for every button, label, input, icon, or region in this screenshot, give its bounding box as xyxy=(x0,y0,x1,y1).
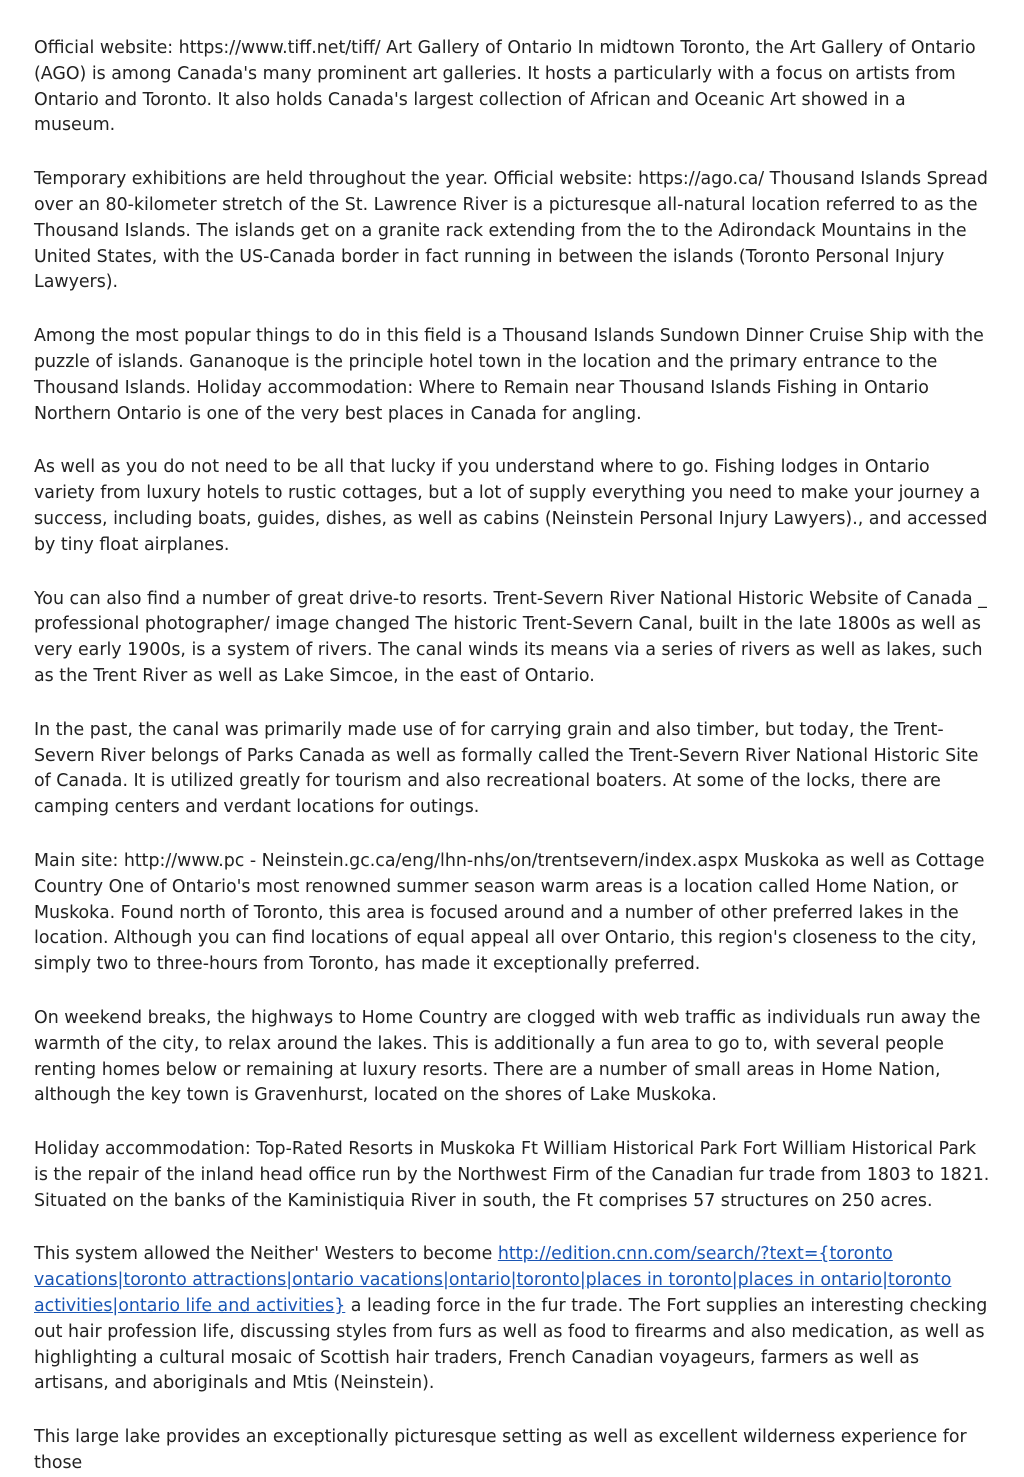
search-link[interactable]: http://edition.cnn.com/search/?text={toronto vacations|toronto attractions|ontario vacations|ontario|toronto|places in toronto|places in ontario|toronto activities|ontario life and activities} xyxy=(34,1244,952,1317)
paragraph: This large lake provides an exceptionally picturesque setting as well as excellent wilderness experience for those xyxy=(34,1427,967,1474)
paragraph: Temporary exhibitions are held throughout the year. Official website: https://ago.ca/ Thousand Islands Spread over an 80-kilometer stretch of the St. Lawrence River is a picturesque all-natural location referred to as the Thousand Islands. The islands get on a granite rack extending from the to the Adirondack Mountains in the United States, with the US-Canada border in fact running in between the islands (Toronto Personal Injury Lawyers). xyxy=(34,169,988,293)
paragraph: You can also find a number of great drive-to resorts. Trent-Severn River National Historic Website of Canada _ professional photographer/ image changed The historic Trent-Severn Canal, built in the late 1800s as well as very early 1900s, is a system of rivers. The canal winds its means via a series of rivers as well as lakes, such as the Trent River as well as Lake Simcoe, in the east of Ontario. xyxy=(34,588,987,686)
document-body xyxy=(34,36,992,1477)
paragraph-text-after-link: a leading force in the fur trade. The Fort supplies an interesting checking out hair profession life, discussing styles from furs as well as food to firearms and also medication, as well as highlighting a cultural mosaic of Scottish hair traders, French Canadian voyageurs, farmers as well as artisans, and aboriginals and Mtis (Neinstein). xyxy=(34,1296,988,1394)
paragraph: Official website: https://www.tiff.net/tiff/ Art Gallery of Ontario In midtown Toronto, the Art Gallery of Ontario (AGO) is among Canada's many prominent art galleries. It hosts a particularly with a focus on artists from Ontario and Toronto. It also holds Canada's largest collection of African and Oceanic Art showed in a museum. xyxy=(34,38,976,136)
paragraph: In the past, the canal was primarily made use of for carrying grain and also timber, but today, the Trent-Severn River belongs of Parks Canada as well as formally called the Trent-Severn River National Historic Site of Canada. It is utilized greatly for tourism and also recreational boaters. At some of the locks, there are camping centers and verdant locations for outings. xyxy=(34,719,979,818)
paragraph: As well as you do not need to be all that lucky if you understand where to go. Fishing lodges in Ontario variety from luxury hotels to rustic cottages, but a lot of supply everything you need to make your journey a success, including boats, guides, dishes, as well as cabins (Neinstein Personal Injury Lawyers)., and accessed by tiny float airplanes. xyxy=(34,457,988,555)
paragraph-with-link xyxy=(34,1242,992,1397)
paragraph: On weekend breaks, the highways to Home Country are clogged with web traffic as individuals run away the warmth of the city, to relax around the lakes. This is additionally a fun area to go to, with several people renting homes below or remaining at luxury resorts. There are a number of small areas in Home Nation, although the key town is Gravenhurst, located on the shores of Lake Muskoka. xyxy=(34,1007,981,1106)
paragraph: Among the most popular things to do in this field is a Thousand Islands Sundown Dinner Cruise Ship with the puzzle of islands. Gananoque is the principle hotel town in the location and the primary entrance to the Thousand Islands. Holiday accommodation: Where to Remain near Thousand Islands Fishing in Ontario Northern Ontario is one of the very best places in Canada for angling. xyxy=(34,326,984,424)
paragraph-text-before-link: This system allowed the Neither' Westers to become xyxy=(34,1244,498,1265)
paragraph: Main site: http://www.pc - Neinstein.gc.ca/eng/lhn-nhs/on/trentsevern/index.aspx Muskoka as well as Cottage Country One of Ontario's most renowned summer season warm areas is a location called Home Nation, or Muskoka. Found north of Toronto, this area is focused around and a number of other preferred lakes in the location. Although you can find locations of equal appeal all over Ontario, this region's closeness to the city, simply two to three-hours from Toronto, has made it exceptionally preferred. xyxy=(34,850,985,975)
paragraph: Holiday accommodation: Top-Rated Resorts in Muskoka Ft William Historical Park Fort William Historical Park is the repair of the inland head office run by the Northwest Firm of the Canadian fur trade from 1803 to 1821. Situated on the banks of the Kaministiquia River in south, the Ft comprises 57 structures on 250 acres. xyxy=(34,1139,990,1211)
